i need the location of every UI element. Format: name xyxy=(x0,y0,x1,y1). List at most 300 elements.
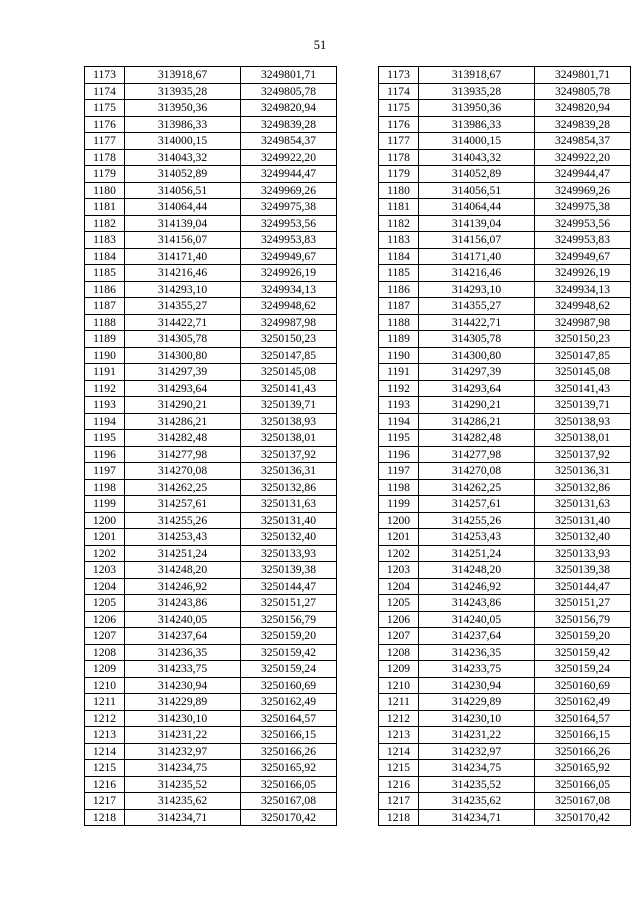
point-number-cell: 1182 xyxy=(85,215,125,232)
table-row xyxy=(379,430,631,447)
point-number-cell: 1197 xyxy=(379,463,419,480)
table-row xyxy=(379,67,631,84)
point-number-cell: 1198 xyxy=(379,479,419,496)
table-row xyxy=(85,182,337,199)
table-row xyxy=(379,512,631,529)
y-coordinate-cell: 3250145,08 xyxy=(535,364,631,381)
table-row xyxy=(379,496,631,513)
table-row xyxy=(85,463,337,480)
coordinates-table-left xyxy=(84,66,337,826)
y-coordinate-cell: 3250138,93 xyxy=(535,413,631,430)
y-coordinate-cell: 3250166,26 xyxy=(535,743,631,760)
table-row xyxy=(379,248,631,265)
point-number-cell: 1175 xyxy=(379,100,419,117)
point-number-cell: 1193 xyxy=(379,397,419,414)
table-row xyxy=(85,496,337,513)
table-row xyxy=(379,529,631,546)
point-number-cell: 1192 xyxy=(85,380,125,397)
point-number-cell: 1182 xyxy=(379,215,419,232)
x-coordinate-cell: 314253,43 xyxy=(419,529,535,546)
x-coordinate-cell: 314171,40 xyxy=(419,248,535,265)
y-coordinate-cell: 3250167,08 xyxy=(535,793,631,810)
x-coordinate-cell: 314300,80 xyxy=(419,347,535,364)
table-row xyxy=(85,760,337,777)
x-coordinate-cell: 314234,75 xyxy=(419,760,535,777)
x-coordinate-cell: 314156,07 xyxy=(125,232,241,249)
point-number-cell: 1215 xyxy=(85,760,125,777)
y-coordinate-cell: 3250164,57 xyxy=(535,710,631,727)
x-coordinate-cell: 314236,35 xyxy=(125,644,241,661)
point-number-cell: 1192 xyxy=(379,380,419,397)
point-number-cell: 1213 xyxy=(379,727,419,744)
table-row xyxy=(379,545,631,562)
table-row xyxy=(85,628,337,645)
x-coordinate-cell: 314052,89 xyxy=(419,166,535,183)
point-number-cell: 1185 xyxy=(379,265,419,282)
y-coordinate-cell: 3250166,05 xyxy=(241,776,337,793)
point-number-cell: 1187 xyxy=(379,298,419,315)
x-coordinate-cell: 314277,98 xyxy=(419,446,535,463)
point-number-cell: 1210 xyxy=(379,677,419,694)
table-row xyxy=(379,364,631,381)
x-coordinate-cell: 314257,61 xyxy=(125,496,241,513)
y-coordinate-cell: 3250138,01 xyxy=(241,430,337,447)
x-coordinate-cell: 314246,92 xyxy=(419,578,535,595)
table-row xyxy=(85,298,337,315)
x-coordinate-cell: 314230,10 xyxy=(125,710,241,727)
x-coordinate-cell: 314293,10 xyxy=(419,281,535,298)
x-coordinate-cell: 314262,25 xyxy=(419,479,535,496)
y-coordinate-cell: 3250160,69 xyxy=(241,677,337,694)
table-row xyxy=(85,545,337,562)
point-number-cell: 1206 xyxy=(85,611,125,628)
table-row xyxy=(85,67,337,84)
y-coordinate-cell: 3250132,86 xyxy=(241,479,337,496)
table-row xyxy=(85,644,337,661)
x-coordinate-cell: 313986,33 xyxy=(419,116,535,133)
table-row xyxy=(85,793,337,810)
y-coordinate-cell: 3249805,78 xyxy=(535,83,631,100)
y-coordinate-cell: 3250159,20 xyxy=(535,628,631,645)
y-coordinate-cell: 3250144,47 xyxy=(535,578,631,595)
x-coordinate-cell: 314043,32 xyxy=(125,149,241,166)
point-number-cell: 1175 xyxy=(85,100,125,117)
y-coordinate-cell: 3249801,71 xyxy=(241,67,337,84)
x-coordinate-cell: 314240,05 xyxy=(419,611,535,628)
table-row xyxy=(379,661,631,678)
table-row xyxy=(379,133,631,150)
point-number-cell: 1187 xyxy=(85,298,125,315)
point-number-cell: 1194 xyxy=(85,413,125,430)
point-number-cell: 1179 xyxy=(379,166,419,183)
point-number-cell: 1181 xyxy=(85,199,125,216)
point-number-cell: 1200 xyxy=(379,512,419,529)
point-number-cell: 1190 xyxy=(85,347,125,364)
y-coordinate-cell: 3249820,94 xyxy=(535,100,631,117)
point-number-cell: 1178 xyxy=(379,149,419,166)
x-coordinate-cell: 314251,24 xyxy=(125,545,241,562)
y-coordinate-cell: 3249969,26 xyxy=(535,182,631,199)
y-coordinate-cell: 3250133,93 xyxy=(535,545,631,562)
point-number-cell: 1200 xyxy=(85,512,125,529)
point-number-cell: 1218 xyxy=(379,809,419,826)
x-coordinate-cell: 314139,04 xyxy=(125,215,241,232)
point-number-cell: 1204 xyxy=(379,578,419,595)
table-row xyxy=(85,347,337,364)
point-number-cell: 1174 xyxy=(379,83,419,100)
x-coordinate-cell: 314277,98 xyxy=(125,446,241,463)
table-row xyxy=(379,281,631,298)
y-coordinate-cell: 3250159,42 xyxy=(535,644,631,661)
point-number-cell: 1206 xyxy=(379,611,419,628)
point-number-cell: 1199 xyxy=(379,496,419,513)
y-coordinate-cell: 3250151,27 xyxy=(535,595,631,612)
y-coordinate-cell: 3250136,31 xyxy=(535,463,631,480)
table-row xyxy=(85,265,337,282)
point-number-cell: 1217 xyxy=(85,793,125,810)
x-coordinate-cell: 314243,86 xyxy=(125,595,241,612)
point-number-cell: 1214 xyxy=(379,743,419,760)
point-number-cell: 1189 xyxy=(379,331,419,348)
y-coordinate-cell: 3250139,38 xyxy=(241,562,337,579)
table-row xyxy=(379,446,631,463)
x-coordinate-cell: 314270,08 xyxy=(125,463,241,480)
x-coordinate-cell: 314229,89 xyxy=(125,694,241,711)
x-coordinate-cell: 314248,20 xyxy=(125,562,241,579)
x-coordinate-cell: 314293,64 xyxy=(419,380,535,397)
x-coordinate-cell: 314262,25 xyxy=(125,479,241,496)
x-coordinate-cell: 314305,78 xyxy=(125,331,241,348)
table-row xyxy=(379,314,631,331)
y-coordinate-cell: 3249953,83 xyxy=(241,232,337,249)
table-row xyxy=(379,743,631,760)
table-row xyxy=(379,809,631,826)
x-coordinate-cell: 314355,27 xyxy=(125,298,241,315)
table-body xyxy=(85,67,337,826)
y-coordinate-cell: 3250159,42 xyxy=(241,644,337,661)
y-coordinate-cell: 3250166,26 xyxy=(241,743,337,760)
y-coordinate-cell: 3250144,47 xyxy=(241,578,337,595)
table-row xyxy=(379,677,631,694)
x-coordinate-cell: 314235,62 xyxy=(125,793,241,810)
point-number-cell: 1176 xyxy=(379,116,419,133)
x-coordinate-cell: 314216,46 xyxy=(419,265,535,282)
y-coordinate-cell: 3249975,38 xyxy=(535,199,631,216)
table-row xyxy=(379,347,631,364)
x-coordinate-cell: 314234,75 xyxy=(125,760,241,777)
y-coordinate-cell: 3250139,71 xyxy=(241,397,337,414)
x-coordinate-cell: 314000,15 xyxy=(419,133,535,150)
table-row xyxy=(379,149,631,166)
table-row xyxy=(85,248,337,265)
point-number-cell: 1177 xyxy=(379,133,419,150)
point-number-cell: 1202 xyxy=(85,545,125,562)
table-row xyxy=(379,578,631,595)
y-coordinate-cell: 3250147,85 xyxy=(535,347,631,364)
table-row xyxy=(85,116,337,133)
table-row xyxy=(379,776,631,793)
x-coordinate-cell: 314290,21 xyxy=(419,397,535,414)
table-row xyxy=(85,364,337,381)
x-coordinate-cell: 314233,75 xyxy=(419,661,535,678)
x-coordinate-cell: 313935,28 xyxy=(419,83,535,100)
point-number-cell: 1174 xyxy=(85,83,125,100)
y-coordinate-cell: 3250162,49 xyxy=(241,694,337,711)
table-body xyxy=(379,67,631,826)
table-row xyxy=(379,694,631,711)
point-number-cell: 1190 xyxy=(379,347,419,364)
x-coordinate-cell: 314171,40 xyxy=(125,248,241,265)
y-coordinate-cell: 3250162,49 xyxy=(535,694,631,711)
point-number-cell: 1203 xyxy=(379,562,419,579)
x-coordinate-cell: 314240,05 xyxy=(125,611,241,628)
x-coordinate-cell: 313986,33 xyxy=(125,116,241,133)
y-coordinate-cell: 3249934,13 xyxy=(241,281,337,298)
point-number-cell: 1203 xyxy=(85,562,125,579)
x-coordinate-cell: 314286,21 xyxy=(125,413,241,430)
y-coordinate-cell: 3249969,26 xyxy=(241,182,337,199)
x-coordinate-cell: 314282,48 xyxy=(125,430,241,447)
x-coordinate-cell: 314064,44 xyxy=(125,199,241,216)
y-coordinate-cell: 3249801,71 xyxy=(535,67,631,84)
point-number-cell: 1185 xyxy=(85,265,125,282)
table-row xyxy=(85,331,337,348)
x-coordinate-cell: 314235,62 xyxy=(419,793,535,810)
point-number-cell: 1207 xyxy=(85,628,125,645)
y-coordinate-cell: 3250137,92 xyxy=(241,446,337,463)
coordinates-table-right xyxy=(378,66,631,826)
point-number-cell: 1205 xyxy=(379,595,419,612)
page-number: 51 xyxy=(313,38,327,52)
y-coordinate-cell: 3249948,62 xyxy=(535,298,631,315)
x-coordinate-cell: 314156,07 xyxy=(419,232,535,249)
y-coordinate-cell: 3249922,20 xyxy=(535,149,631,166)
y-coordinate-cell: 3249854,37 xyxy=(535,133,631,150)
y-coordinate-cell: 3250160,69 xyxy=(535,677,631,694)
point-number-cell: 1191 xyxy=(85,364,125,381)
table-row xyxy=(379,463,631,480)
x-coordinate-cell: 314229,89 xyxy=(419,694,535,711)
x-coordinate-cell: 314300,80 xyxy=(125,347,241,364)
table-row xyxy=(85,529,337,546)
x-coordinate-cell: 314355,27 xyxy=(419,298,535,315)
y-coordinate-cell: 3250166,15 xyxy=(241,727,337,744)
x-coordinate-cell: 313918,67 xyxy=(419,67,535,84)
y-coordinate-cell: 3250150,23 xyxy=(535,331,631,348)
x-coordinate-cell: 314230,94 xyxy=(125,677,241,694)
table-row xyxy=(85,166,337,183)
point-number-cell: 1209 xyxy=(85,661,125,678)
table-row xyxy=(379,793,631,810)
y-coordinate-cell: 3250139,38 xyxy=(535,562,631,579)
point-number-cell: 1211 xyxy=(85,694,125,711)
point-number-cell: 1186 xyxy=(379,281,419,298)
table-row xyxy=(379,479,631,496)
x-coordinate-cell: 314234,71 xyxy=(419,809,535,826)
point-number-cell: 1198 xyxy=(85,479,125,496)
point-number-cell: 1173 xyxy=(85,67,125,84)
table-row xyxy=(85,595,337,612)
y-coordinate-cell: 3250145,08 xyxy=(241,364,337,381)
table-row xyxy=(379,611,631,628)
y-coordinate-cell: 3250136,31 xyxy=(241,463,337,480)
point-number-cell: 1191 xyxy=(379,364,419,381)
point-number-cell: 1215 xyxy=(379,760,419,777)
y-coordinate-cell: 3249839,28 xyxy=(535,116,631,133)
table-row xyxy=(85,743,337,760)
table-row xyxy=(85,199,337,216)
y-coordinate-cell: 3249987,98 xyxy=(535,314,631,331)
table-row xyxy=(379,380,631,397)
table-row xyxy=(85,809,337,826)
x-coordinate-cell: 314231,22 xyxy=(419,727,535,744)
x-coordinate-cell: 314305,78 xyxy=(419,331,535,348)
y-coordinate-cell: 3250131,63 xyxy=(241,496,337,513)
x-coordinate-cell: 314235,52 xyxy=(419,776,535,793)
y-coordinate-cell: 3249948,62 xyxy=(241,298,337,315)
point-number-cell: 1212 xyxy=(85,710,125,727)
x-coordinate-cell: 314236,35 xyxy=(419,644,535,661)
y-coordinate-cell: 3250156,79 xyxy=(535,611,631,628)
point-number-cell: 1216 xyxy=(379,776,419,793)
x-coordinate-cell: 314056,51 xyxy=(125,182,241,199)
x-coordinate-cell: 314043,32 xyxy=(419,149,535,166)
y-coordinate-cell: 3250159,24 xyxy=(241,661,337,678)
y-coordinate-cell: 3250164,57 xyxy=(241,710,337,727)
x-coordinate-cell: 314000,15 xyxy=(125,133,241,150)
point-number-cell: 1218 xyxy=(85,809,125,826)
table-row xyxy=(85,710,337,727)
table-row xyxy=(85,446,337,463)
x-coordinate-cell: 314064,44 xyxy=(419,199,535,216)
y-coordinate-cell: 3250132,40 xyxy=(535,529,631,546)
point-number-cell: 1196 xyxy=(379,446,419,463)
x-coordinate-cell: 313950,36 xyxy=(419,100,535,117)
point-number-cell: 1181 xyxy=(379,199,419,216)
table-row xyxy=(379,199,631,216)
point-number-cell: 1211 xyxy=(379,694,419,711)
y-coordinate-cell: 3250137,92 xyxy=(535,446,631,463)
point-number-cell: 1201 xyxy=(379,529,419,546)
x-coordinate-cell: 314253,43 xyxy=(125,529,241,546)
x-coordinate-cell: 314231,22 xyxy=(125,727,241,744)
y-coordinate-cell: 3249953,83 xyxy=(535,232,631,249)
table-row xyxy=(85,430,337,447)
y-coordinate-cell: 3250166,05 xyxy=(535,776,631,793)
point-number-cell: 1189 xyxy=(85,331,125,348)
x-coordinate-cell: 314286,21 xyxy=(419,413,535,430)
x-coordinate-cell: 314233,75 xyxy=(125,661,241,678)
table-row xyxy=(85,314,337,331)
y-coordinate-cell: 3250132,86 xyxy=(535,479,631,496)
table-row xyxy=(379,710,631,727)
point-number-cell: 1183 xyxy=(379,232,419,249)
point-number-cell: 1196 xyxy=(85,446,125,463)
table-row xyxy=(85,479,337,496)
x-coordinate-cell: 314297,39 xyxy=(419,364,535,381)
table-row xyxy=(379,100,631,117)
x-coordinate-cell: 314257,61 xyxy=(419,496,535,513)
y-coordinate-cell: 3249839,28 xyxy=(241,116,337,133)
point-number-cell: 1210 xyxy=(85,677,125,694)
x-coordinate-cell: 314246,92 xyxy=(125,578,241,595)
y-coordinate-cell: 3249949,67 xyxy=(241,248,337,265)
point-number-cell: 1180 xyxy=(379,182,419,199)
point-number-cell: 1202 xyxy=(379,545,419,562)
point-number-cell: 1183 xyxy=(85,232,125,249)
point-number-cell: 1194 xyxy=(379,413,419,430)
x-coordinate-cell: 314293,10 xyxy=(125,281,241,298)
y-coordinate-cell: 3250166,15 xyxy=(535,727,631,744)
table-row xyxy=(85,133,337,150)
point-number-cell: 1199 xyxy=(85,496,125,513)
table-row xyxy=(379,265,631,282)
table-row xyxy=(85,562,337,579)
y-coordinate-cell: 3250131,40 xyxy=(241,512,337,529)
x-coordinate-cell: 314248,20 xyxy=(419,562,535,579)
point-number-cell: 1176 xyxy=(85,116,125,133)
table-row xyxy=(85,232,337,249)
point-number-cell: 1180 xyxy=(85,182,125,199)
y-coordinate-cell: 3250141,43 xyxy=(535,380,631,397)
table-row xyxy=(379,232,631,249)
table-row xyxy=(379,562,631,579)
table-row xyxy=(85,578,337,595)
y-coordinate-cell: 3250138,93 xyxy=(241,413,337,430)
table-row xyxy=(379,644,631,661)
table-row xyxy=(85,149,337,166)
y-coordinate-cell: 3249922,20 xyxy=(241,149,337,166)
x-coordinate-cell: 314255,26 xyxy=(419,512,535,529)
table-row xyxy=(379,595,631,612)
point-number-cell: 1197 xyxy=(85,463,125,480)
x-coordinate-cell: 314422,71 xyxy=(419,314,535,331)
table-row xyxy=(379,83,631,100)
y-coordinate-cell: 3249953,56 xyxy=(535,215,631,232)
point-number-cell: 1214 xyxy=(85,743,125,760)
table-row xyxy=(85,776,337,793)
x-coordinate-cell: 314422,71 xyxy=(125,314,241,331)
y-coordinate-cell: 3250165,92 xyxy=(241,760,337,777)
x-coordinate-cell: 314255,26 xyxy=(125,512,241,529)
point-number-cell: 1201 xyxy=(85,529,125,546)
table-row xyxy=(379,727,631,744)
y-coordinate-cell: 3249934,13 xyxy=(535,281,631,298)
x-coordinate-cell: 314237,64 xyxy=(125,628,241,645)
point-number-cell: 1209 xyxy=(379,661,419,678)
y-coordinate-cell: 3250139,71 xyxy=(535,397,631,414)
y-coordinate-cell: 3249926,19 xyxy=(241,265,337,282)
x-coordinate-cell: 314290,21 xyxy=(125,397,241,414)
point-number-cell: 1184 xyxy=(379,248,419,265)
table-row xyxy=(379,166,631,183)
y-coordinate-cell: 3249926,19 xyxy=(535,265,631,282)
y-coordinate-cell: 3250170,42 xyxy=(535,809,631,826)
x-coordinate-cell: 314056,51 xyxy=(419,182,535,199)
table-row xyxy=(379,628,631,645)
point-number-cell: 1188 xyxy=(379,314,419,331)
y-coordinate-cell: 3249949,67 xyxy=(535,248,631,265)
x-coordinate-cell: 313935,28 xyxy=(125,83,241,100)
x-coordinate-cell: 314230,10 xyxy=(419,710,535,727)
point-number-cell: 1217 xyxy=(379,793,419,810)
point-number-cell: 1207 xyxy=(379,628,419,645)
table-row xyxy=(379,215,631,232)
y-coordinate-cell: 3250170,42 xyxy=(241,809,337,826)
point-number-cell: 1186 xyxy=(85,281,125,298)
y-coordinate-cell: 3250147,85 xyxy=(241,347,337,364)
y-coordinate-cell: 3250156,79 xyxy=(241,611,337,628)
